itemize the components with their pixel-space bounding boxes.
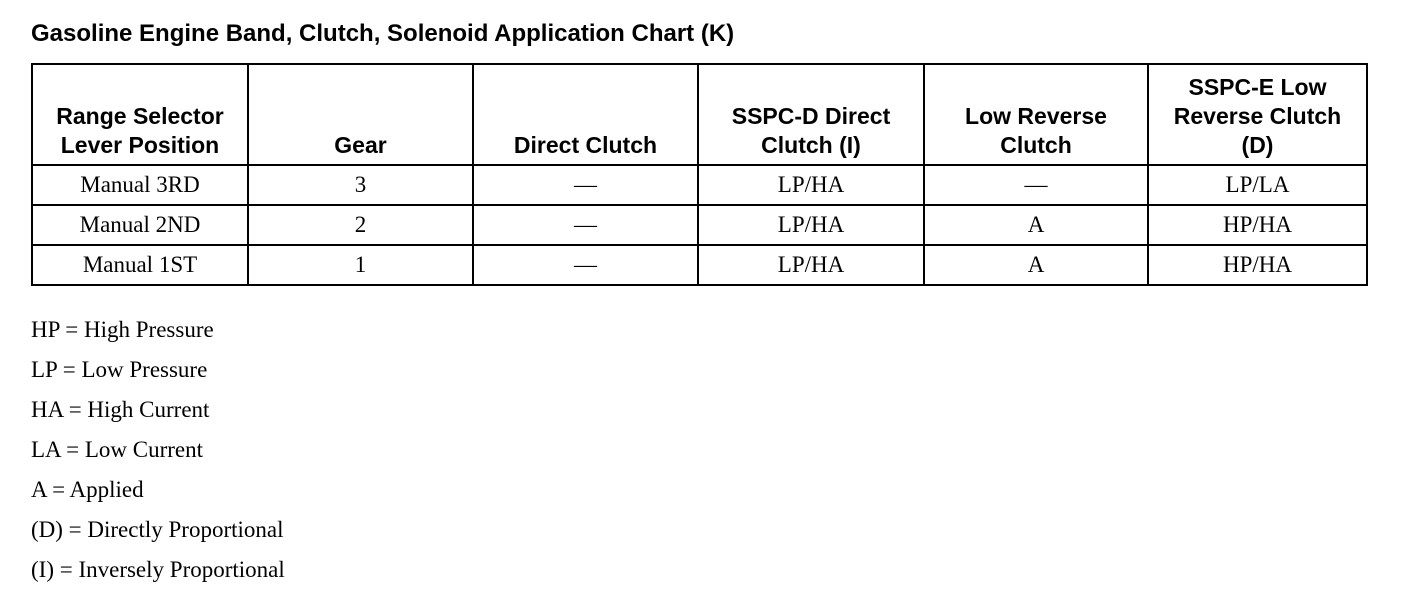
header-low-reverse-clutch: Low Reverse Clutch bbox=[924, 64, 1148, 165]
legend-item-lp: LP = Low Pressure bbox=[31, 357, 208, 382]
legend-item-la: LA = Low Current bbox=[31, 437, 204, 462]
abbreviation-legend bbox=[31, 313, 285, 593]
cell-sspc-d-direct-clutch: LP/HA bbox=[698, 205, 924, 245]
cell-sspc-d-direct-clutch: LP/HA bbox=[698, 165, 924, 205]
application-chart-table bbox=[31, 63, 1368, 286]
cell-direct-clutch: — bbox=[473, 245, 698, 285]
cell-range-position: Manual 2ND bbox=[32, 205, 248, 245]
header-range-selector-lever-position: Range Selector Lever Position bbox=[32, 64, 248, 165]
legend-item-i: (I) = Inversely Proportional bbox=[31, 557, 285, 582]
cell-gear: 1 bbox=[248, 245, 473, 285]
cell-low-reverse-clutch: A bbox=[924, 245, 1148, 285]
chart-title: Gasoline Engine Band, Clutch, Solenoid Application Chart (K) bbox=[31, 20, 735, 47]
cell-sspc-e-low-reverse-clutch: HP/HA bbox=[1148, 245, 1367, 285]
table-header-row bbox=[32, 64, 1367, 165]
cell-low-reverse-clutch: A bbox=[924, 205, 1148, 245]
table-row bbox=[32, 245, 1367, 285]
legend-item-hp: HP = High Pressure bbox=[31, 317, 214, 342]
cell-sspc-e-low-reverse-clutch: LP/LA bbox=[1148, 165, 1367, 205]
header-gear: Gear bbox=[248, 64, 473, 165]
cell-gear: 3 bbox=[248, 165, 473, 205]
cell-low-reverse-clutch: — bbox=[924, 165, 1148, 205]
legend-item-ha: HA = High Current bbox=[31, 397, 210, 422]
cell-range-position: Manual 1ST bbox=[32, 245, 248, 285]
header-sspc-e-low-reverse-clutch: SSPC-E Low Reverse Clutch (D) bbox=[1148, 64, 1367, 165]
legend-item-a: A = Applied bbox=[31, 477, 144, 502]
header-sspc-d-direct-clutch: SSPC-D Direct Clutch (I) bbox=[698, 64, 924, 165]
cell-gear: 2 bbox=[248, 205, 473, 245]
header-direct-clutch: Direct Clutch bbox=[473, 64, 698, 165]
cell-range-position: Manual 3RD bbox=[32, 165, 248, 205]
cell-sspc-e-low-reverse-clutch: HP/HA bbox=[1148, 205, 1367, 245]
table-row bbox=[32, 205, 1367, 245]
cell-sspc-d-direct-clutch: LP/HA bbox=[698, 245, 924, 285]
table-row bbox=[32, 165, 1367, 205]
cell-direct-clutch: — bbox=[473, 165, 698, 205]
cell-direct-clutch: — bbox=[473, 205, 698, 245]
legend-item-d: (D) = Directly Proportional bbox=[31, 517, 284, 542]
